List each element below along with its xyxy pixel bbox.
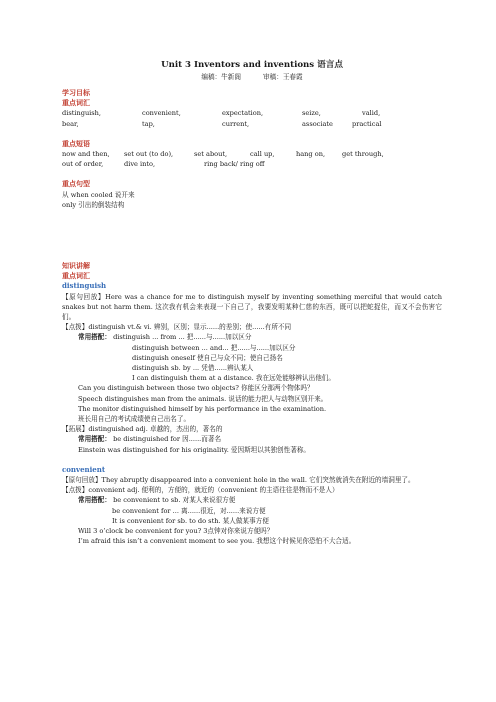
phrase: hang on, [296,150,326,159]
usage-item: distinguish oneself 使自己与众不同；使自己扬名 [132,353,283,362]
sentence-pattern: 从 when cooled 说开来 [62,190,135,199]
vocab-word: distinguish, [62,109,102,118]
usage-line [62,434,442,444]
phrase-row-1 [62,149,442,159]
phrase: now and then, [62,150,110,159]
usage-item: be convenient for ... 离......很近，对......来说方便 [112,506,266,515]
source-sentence: 【原句回放】Here was a chance for me to distinguish myself by inventing something merciful that would catch snakes but not harm them. 这次我有机会来表现一下自己了，我要发明某种仁慈的东西，既可以把蛇捉住，而又不会伤害它们。 [62,292,442,322]
vocab-row-2 [62,119,442,129]
usage-line [62,332,442,342]
reviewer-credit: 审稿：王春霞 [263,73,303,81]
phrase: set about, [194,150,228,159]
usage-line [62,495,442,505]
vocab-word: convenient, [142,109,181,118]
example-sentence: Speech distinguishes man from the animals. 说话的能力把人与动物区别开来。 [78,394,328,403]
learning-goals-section [62,88,442,210]
vocab-word: tap, [142,119,155,128]
vocab-word: seize, [302,109,321,118]
usage-label: 常用搭配： [78,496,111,505]
document-title: Unit 3 Inventors and inventions 语言点 [161,60,343,70]
example-sentence: I’m afraid this isn’t a convenient moment to see you. 我想这个时候见你恐怕不大合适。 [78,537,356,546]
phrase: call up, [250,150,275,159]
vocab-row-1 [62,108,442,118]
phrase: set out (to do), [124,150,174,159]
example-translation: 班长用自己的考试成绩使自己出名了。 [78,415,191,424]
editor-credit: 编稿：牛新阁 [201,73,241,81]
vocab-word: valid, [362,109,381,118]
explanation-heading: 知识讲解 [62,261,90,270]
usage-item: It is convenient for sb. to do sth. 某人做某事方便 [112,516,269,525]
phrase: out of order, [62,160,104,169]
usage-item: distinguish ... from ... 把......与......加以区分 [113,333,252,342]
example-sentence: I can distinguish them at a distance. 我在远处能够辨认出他们。 [132,374,335,383]
usage-item: be convenient to sb. 对某人来说很方便 [113,496,236,505]
usage-label: 常用搭配： [78,435,111,444]
usage-item: distinguish sb. by ... 凭借......辨认某人 [132,364,254,373]
example-sentence: Will 3 o’clock be convenient for you? 3点钟对你来说方便吗？ [78,527,274,536]
document-credits [62,72,442,82]
definition-note: 【点拨】convenient adj. 便利的，方便的，就近的（convenient 的主语往往是物而不是人） [62,486,339,495]
phrase-row-2 [62,159,442,169]
vocab-word: bear, [62,119,79,128]
key-phrases-heading: 重点短语 [62,138,90,148]
vocab-word: practical [352,119,382,128]
sentence-pattern: only 引出的倒装结构 [62,200,125,209]
usage-item: distinguish between ... and... 把......与......加以区分 [132,343,296,352]
extension-note: 【拓展】distinguished adj. 卓越的，杰出的，著名的 [62,425,223,434]
example-sentence: Can you distinguish between those two objects? 你能区分那两个物体吗？ [78,384,314,393]
phrase: dive into, [124,160,156,169]
example-sentence: The monitor distinguished himself by his performance in the examination. [78,404,327,413]
example-sentence: Einstein was distinguished for his originality. 爱因斯坦以其独创性著称。 [78,445,311,454]
phrase: get through, [342,150,384,159]
source-sentence: 【原句回放】They abruptly disappeared into a convenient hole in the wall. 它们突然就消失在附近的墙洞里了。 [62,476,415,485]
usage-item: be distinguished for 因......而著名 [113,435,222,444]
vocab-word: expectation, [222,109,264,118]
entry-word-distinguish: distinguish [62,281,107,291]
vocab-word: current, [222,119,250,128]
usage-label: 常用搭配： [78,333,111,342]
explanation-vocab-heading: 重点词汇 [62,271,90,281]
explanation-section [62,261,442,546]
phrase: ring back/ ring off [204,160,265,169]
vocab-word: associate [302,119,333,128]
entry-word-convenient: convenient [62,464,106,474]
learning-goals-heading: 学习目标 [62,88,90,97]
key-vocab-heading: 重点词汇 [62,98,90,108]
key-sentences-heading: 重点句型 [62,179,90,189]
definition-note: 【点拨】distinguish vt.& vi. 辨别，区别；显示......的差别；使......有所不同 [62,323,292,332]
